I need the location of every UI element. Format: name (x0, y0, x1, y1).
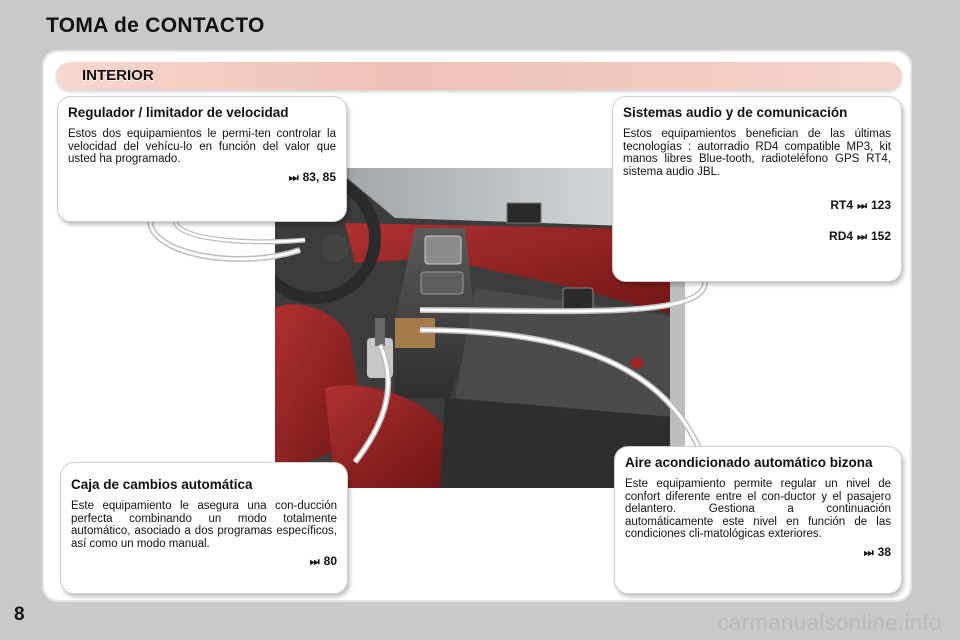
ref-label: RD4 (829, 229, 854, 243)
header-tab-cut (260, 28, 960, 52)
page-link-icon: ⏭ (863, 546, 874, 559)
card-speed-regulator-ref[interactable] (68, 170, 336, 185)
card-automatic-gearbox-title: Caja de cambios automática (71, 477, 253, 492)
card-automatic-gearbox-body: Este equipamiento le asegura una con-ducción perfecta combinando un modo totalmente automático, asociado a dos programas específicos, así como un modo manual. (71, 500, 337, 550)
card-speed-regulator-body: Estos dos equipamientos le permi-ten controlar la velocidad del vehícu-lo en función del valor que usted ha programado. (68, 128, 336, 165)
card-audio-ref-rt4[interactable] (623, 198, 891, 213)
ref-pages: 123 (870, 198, 891, 212)
card-audio-systems-title: Sistemas audio y de comunicación (623, 105, 848, 120)
page-title: TOMA de CONTACTO (46, 14, 265, 37)
card-air-conditioning (614, 446, 902, 594)
section-title: INTERIOR (82, 67, 154, 84)
watermark: carmanualsonline.info (717, 610, 942, 635)
ref-pages: 38 (877, 544, 891, 559)
ref-pages: 83, 85 (302, 169, 336, 184)
card-audio-ref-rd4[interactable] (623, 229, 891, 244)
card-automatic-gearbox (60, 462, 348, 594)
page-link-icon: ⏭ (857, 200, 867, 212)
card-audio-systems (612, 96, 902, 282)
section-banner (56, 62, 902, 90)
page-number: 8 (14, 604, 25, 625)
card-automatic-gearbox-ref[interactable] (71, 554, 337, 569)
card-audio-systems-body: Estos equipamientos benefician de las últimas tecnologías : autorradio RD4 compatible MP3, kit manos libres Blue-tooth, radioteléfono GPS RT4, sistema audio JBL. (623, 128, 891, 178)
page-link-icon: ⏭ (857, 231, 867, 243)
card-air-conditioning-title: Aire acondicionado automático bizona (625, 455, 873, 470)
card-air-conditioning-body: Este equipamiento permite regular un nivel de confort diferente entre el con-ductor y el pasajero delantero. Gestiona a continuación automáticamente este nivel en función de las condiciones cli-matológicas exteriores. (625, 478, 891, 540)
page-link-icon: ⏭ (309, 556, 320, 568)
ref-pages: 80 (323, 554, 337, 568)
card-speed-regulator (57, 96, 347, 222)
card-air-conditioning-ref[interactable] (625, 545, 891, 560)
page-link-icon: ⏭ (288, 171, 299, 184)
ref-label: RT4 (830, 198, 854, 212)
card-speed-regulator-title: Regulador / limitador de velocidad (68, 105, 289, 120)
ref-pages: 152 (870, 229, 891, 243)
